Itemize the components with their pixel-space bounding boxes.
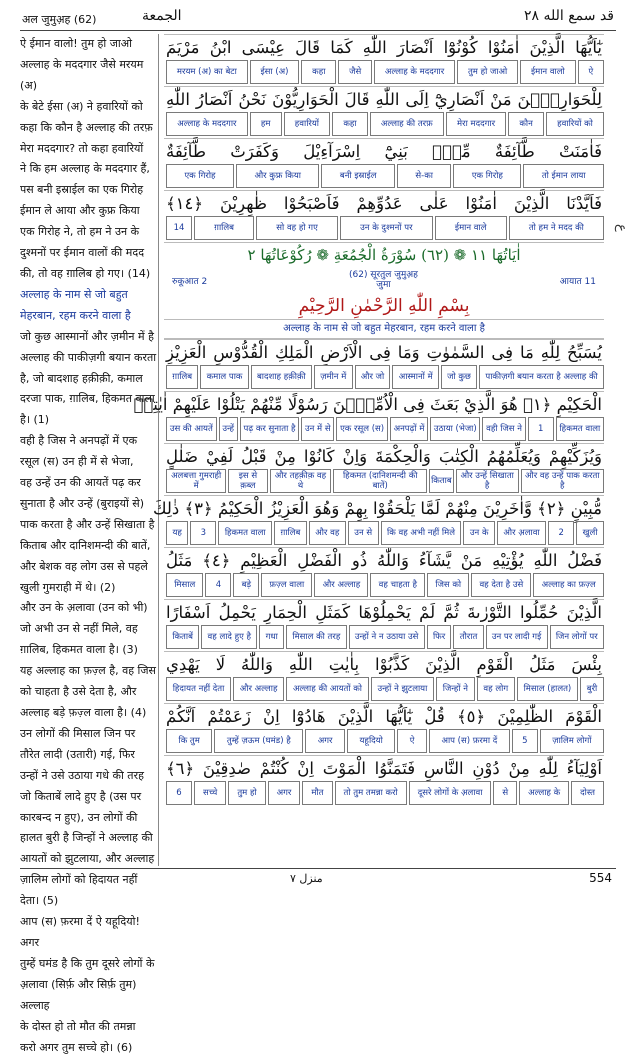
verse-line: يُسَبِّحُ لِلّٰهِ مَا فِى السَّمٰوٰتِ وَمَا فِى الْاَرْضِ الْمَلِكِ الْقُدُّوْسِ الْعَزِيْزِ	[164, 339, 604, 365]
translation-line: को चाहता है उसे देता है, और	[20, 682, 158, 703]
translation-line: रसूल (स) उन ही में से भेजा,	[20, 452, 158, 473]
gloss-cell: कि तुम	[166, 729, 212, 753]
translation-line: ज़ालिम लोगों को हिदायत नहीं	[20, 870, 158, 891]
gloss-cell: हम	[250, 112, 282, 136]
manzil-label: منزل ٧	[290, 872, 323, 885]
translation-line: ऐ ईमान वालो! तुम हो जाओ	[20, 34, 158, 55]
verse-line: اَوْلِيَآءُ لِلّٰهِ مِنْ دُوْنِ النَّاسِ فَتَمَنَّوُا الْمَوْتَ اِنْ كُنْتُمْ صٰدِقِيْنَ ﴿٦﴾	[164, 755, 604, 781]
gloss-cell: मिसाल	[166, 573, 203, 597]
gloss-cell: कहा	[332, 112, 368, 136]
translation-line: और उन के अ़लावा (उन को भी)	[20, 598, 158, 619]
gloss-cell: अल्लाह की आयतों को	[286, 677, 369, 701]
translation-line: उन लोगों की मिसाल जिन पर	[20, 724, 158, 745]
gloss-cell: इस से क़ब्ल	[228, 469, 267, 493]
gloss-cell: जिन लोगों पर	[550, 625, 604, 649]
gloss-cell: और जो	[355, 365, 391, 389]
translation-line: तौरेत लादी (उतारी) गई, फिर	[20, 745, 158, 766]
surah-title-box	[349, 270, 418, 290]
word-gloss-row	[164, 60, 604, 84]
gloss-cell: अलबत्ता गुमराही में	[166, 469, 226, 493]
gloss-cell: ईसा (अ)	[250, 60, 300, 84]
gloss-cell: 4	[205, 573, 231, 597]
surah-title-meaning: जुमा	[376, 280, 390, 290]
gloss-cell: और वह उन्हें पाक करता है	[521, 469, 604, 493]
rukus-count: रुकूआत 2	[172, 274, 207, 287]
verse-line: فَاٰمَنَتْ طَّآئِفَةٌ مِّنْۢ بَنِيْٓ اِسْرَآءِيْلَ وَكَفَرَتْ طَّآئِفَةٌ	[164, 138, 604, 164]
gloss-cell: हवारियों	[284, 112, 331, 136]
word-gloss-row	[164, 112, 604, 136]
gloss-cell: तुम्हें ज़ऊम (घमंड) है	[214, 729, 303, 753]
translation-line: कहा कि कौन है अल्लाह की तरफ़	[20, 118, 158, 139]
gloss-cell: उन से	[348, 521, 379, 545]
verse-line: بِئْسَ مَثَلُ الْقَوْمِ الَّذِيْنَ كَذَّبُوْا بِاٰيٰتِ اللّٰهِ وَاللّٰهُ لَا يَهْدِي	[164, 651, 604, 677]
gloss-cell: अनपढ़ों में	[390, 417, 428, 441]
gloss-cell: मेरा मददगार	[446, 112, 506, 136]
gloss-cell: मिसाल की तरह	[286, 625, 347, 649]
gloss-cell: उन्हों ने झुटलाया	[371, 677, 434, 701]
translation-line: वह उन्हें उन की आयतें पढ़ कर	[20, 473, 158, 494]
arabic-column	[164, 34, 604, 866]
bismillah-translation: अल्लाह के नाम से जो बहुत मेहरबान, रहम करने वाला है	[164, 319, 604, 339]
gloss-cell: अल्लाह के मददगार	[166, 112, 248, 136]
word-gloss-row	[164, 729, 604, 753]
verse-line: الْقَوْمَ الظّٰلِمِيْنَ ﴿٥﴾ قُلْ يٰٓاَيُّهَا الَّذِيْنَ هَادُوْٓا اِنْ زَعَمْتُمْ اَنَّكُمْ	[164, 703, 604, 729]
gloss-cell: ज़मीन में	[314, 365, 353, 389]
translation-line: एक गिरोह ने, तो हम ने उन के	[20, 222, 158, 243]
translation-line: सुनाता है और उन्हें (बुराइयों से)	[20, 494, 158, 515]
verse-line: فَاَيَّدْنَا الَّذِيْنَ اٰمَنُوْا عَلٰى عَدُوِّهِمْ فَاَصْبَحُوْا ظٰهِرِيْنَ ﴿١٤﴾	[164, 190, 604, 216]
word-gloss-row	[164, 469, 604, 493]
translation-line: अल्लाह के नाम से जो बहुत	[20, 285, 158, 306]
gloss-cell: उन्हों ने न उठाया उसे	[349, 625, 425, 649]
translation-column	[20, 34, 159, 866]
gloss-cell: उन के	[463, 521, 495, 545]
gloss-cell: अगर	[305, 729, 345, 753]
verse-line: مُّبِيْنٍ ﴿٢﴾ وَّاٰخَرِيْنَ مِنْهُمْ لَمَّا يَلْحَقُوْا بِهِمْ وَهُوَ الْعَزِيْزُ الْحَكِيْمُ ﴿٣﴾ ذٰلِكَ	[164, 495, 604, 521]
gloss-cell: दोस्त	[571, 781, 604, 805]
page-number: 554	[589, 871, 612, 885]
translation-line: खुली गुमराही में थे। (2)	[20, 578, 158, 599]
gloss-cell: मौत	[302, 781, 332, 805]
gloss-cell: गधा	[259, 625, 284, 649]
gloss-cell: उन के दुश्मनों पर	[340, 216, 433, 240]
gloss-cell: तो तुम तमन्ना करो	[335, 781, 407, 805]
verse-line: وَيُزَكِّيْهِمْ وَيُعَلِّمُهُمُ الْكِتٰبَ وَالْحِكْمَةَ وَاِنْ كَانُوْا مِنْ قَبْلُ لَفِيْ ضَلٰلٍ	[164, 443, 604, 469]
gloss-cell: ऐ	[578, 60, 604, 84]
gloss-cell: फिर	[427, 625, 452, 649]
gloss-cell: सच्चे	[194, 781, 226, 805]
translation-line: जो अभी उन से नहीं मिले, वह	[20, 619, 158, 640]
translation-line: अ़लावा (सिर्फ़ और सिर्फ़ तुम) अल्लाह	[20, 975, 158, 1017]
word-gloss-row	[164, 677, 604, 701]
gloss-cell: 1	[528, 417, 554, 441]
bismillah: بِسْمِ اللّٰهِ الرَّحْمٰنِ الرَّحِيْمِ	[164, 293, 604, 319]
juz-name: قد سمع الله ٢٨	[524, 8, 614, 24]
gloss-cell: 14	[166, 216, 192, 240]
gloss-cell: अल्लाह का फ़ज़्ल	[533, 573, 604, 597]
surah-name-arabic: الجمعة	[142, 8, 182, 24]
translation-line: जो किताबें लादे हुए है (उस पर	[20, 787, 158, 808]
gloss-cell: पाकीज़गी बयान करता है अल्लाह की	[479, 365, 604, 389]
verse-line: الَّذِيْنَ حُمِّلُوا التَّوْرٰىةَ ثُمَّ لَمْ يَحْمِلُوْهَا كَمَثَلِ الْحِمَارِ يَحْمِلُ اَسْفَارًا	[164, 599, 604, 625]
gloss-cell: बादशाह हक़ीक़ी	[251, 365, 312, 389]
gloss-cell: किताब	[429, 469, 454, 493]
gloss-cell: ग़ालिब	[194, 216, 254, 240]
translation-line: पस बनी इस्राईल का एक गिरोह	[20, 180, 158, 201]
surah-title-line: اٰيَاتُهَا ١١ ❁ (٦٢) سُوْرَةُ الْجُمُعَةِ ❁ رُكُوْعَاتُهَا ٢	[164, 242, 604, 267]
gloss-cell: ग़ालिब	[274, 521, 307, 545]
translation-line: करो अगर तुम सच्चे हो। (6)	[20, 1038, 158, 1058]
translation-line: यह अल्लाह का फ़ज़्ल है, वह जिस	[20, 661, 158, 682]
gloss-cell: से-का	[397, 164, 451, 188]
translation-line: तुम्हें घमंड है कि तुम दूसरे लोगों के	[20, 954, 158, 975]
gloss-cell: बड़े	[233, 573, 259, 597]
gloss-cell: तुम हो	[228, 781, 265, 805]
translation-line: देता। (5)	[20, 891, 158, 912]
gloss-cell: उन्हें	[219, 417, 238, 441]
word-gloss-row	[164, 164, 604, 188]
gloss-cell: अगर	[268, 781, 301, 805]
page-footer	[20, 868, 616, 891]
gloss-cell: मिसाल (हालत)	[517, 677, 578, 701]
gloss-cell: यहूदियो	[347, 729, 395, 753]
gloss-cell: और अ़लावा	[497, 521, 546, 545]
gloss-cell: तो ईमान लाया	[523, 164, 604, 188]
gloss-cell: उठाया (भेजा)	[430, 417, 480, 441]
gloss-cell: ईमान वाले	[435, 216, 507, 240]
translation-line: पाक करता है और उन्हें सिखाता है	[20, 515, 158, 536]
translation-line: कारबन्द न हुए), उन लोगों की	[20, 808, 158, 829]
gloss-cell: कि वह अभी नहीं मिले	[381, 521, 462, 545]
surah-info-row	[164, 267, 604, 293]
gloss-cell: ऐ	[397, 729, 427, 753]
gloss-cell: और वह	[309, 521, 346, 545]
gloss-cell: ज़ालिम लोगों	[540, 729, 604, 753]
gloss-cell: 3	[190, 521, 216, 545]
gloss-cell: दूसरे लोगों के अ़लावा	[409, 781, 492, 805]
gloss-cell: एक रसूल (स)	[336, 417, 388, 441]
translation-line: के दोस्त हो तो मौत की तमन्ना	[20, 1017, 158, 1038]
gloss-cell: 2	[548, 521, 574, 545]
translation-line: मेरा मददगार? तो कहा हवारियों	[20, 139, 158, 160]
gloss-cell: किताबें	[166, 625, 199, 649]
ayat-count: आयात 11	[560, 274, 596, 287]
translation-line: ने कि हम अल्लाह के मददगार हैं,	[20, 159, 158, 180]
translation-line: उन्हों ने उसे उठाया गधे की तरह	[20, 766, 158, 787]
translation-line: और बेशक वह लोग उस से पहले	[20, 557, 158, 578]
surah-name-hindi: अल जुमुअ़ह (62)	[22, 12, 96, 27]
verse-line: الْحَكِيْمِ ﴿١﴾ هُوَ الَّذِيْ بَعَثَ فِى الْاُمِّيّٖنَ رَسُوْلًا مِّنْهُمْ يَتْلُوْا عَلَيْهِمْ اٰيٰتِهٖ	[164, 391, 604, 417]
word-gloss-row	[164, 216, 604, 240]
translation-line: अल्लाह की पाकीज़गी बयान करता	[20, 348, 158, 369]
verse-line: يٰٓاَيُّهَا الَّذِيْنَ اٰمَنُوْا كُوْنُوْٓا اَنْصَارَ اللّٰهِ كَمَا قَالَ عِيْسَى ابْنُ مَرْيَمَ	[164, 34, 604, 60]
ruku-mark: ع	[614, 224, 629, 232]
word-gloss-row	[164, 521, 604, 545]
ruku-margin	[606, 34, 634, 866]
gloss-cell: एक गिरोह	[166, 164, 234, 188]
gloss-cell: अल्लाह के	[519, 781, 569, 805]
gloss-cell: वह लादे हुए है	[201, 625, 257, 649]
gloss-cell: वह लोग	[477, 677, 515, 701]
gloss-cell: कहा	[301, 60, 336, 84]
translation-line: ईमान ले आया और कुफ्र किया	[20, 201, 158, 222]
gloss-cell: और अल्लाह	[233, 677, 284, 701]
gloss-cell: कौन	[508, 112, 544, 136]
gloss-cell: तौरात	[453, 625, 483, 649]
gloss-cell: उन पर लादी गई	[486, 625, 548, 649]
gloss-cell: 6	[166, 781, 192, 805]
translation-line: दरजा पाक, ग़ालिब, हिकमत वाला	[20, 389, 158, 410]
gloss-cell: सो वह हो गए	[256, 216, 338, 240]
translation-line: किताब और दानिशमन्दी की बातें,	[20, 536, 158, 557]
gloss-cell: पढ़ कर सुनाता है	[240, 417, 299, 441]
translation-line: आयतों को झुटलाया, और अल्लाह	[20, 849, 158, 870]
gloss-cell: अल्लाह की तरफ़	[370, 112, 444, 136]
gloss-cell: वह देता है उसे	[471, 573, 531, 597]
translation-line: की, तो वह ग़ालिब हो गए। (14)	[20, 264, 158, 285]
gloss-cell: हिदायत नहीं देता	[166, 677, 231, 701]
gloss-cell: से	[493, 781, 517, 805]
gloss-cell: हवारियों को	[546, 112, 604, 136]
gloss-cell: कमाल पाक	[200, 365, 248, 389]
gloss-cell: ग़ालिब	[166, 365, 198, 389]
word-gloss-row	[164, 781, 604, 805]
translation-line: दुश्मनों पर ईमान वालों की मदद	[20, 243, 158, 264]
gloss-cell: और उन्हें सिखाता है	[456, 469, 519, 493]
surah-title-hindi: (62) सूरतुल जुमुअ़ह	[349, 270, 418, 280]
gloss-cell: जैसे	[338, 60, 372, 84]
gloss-cell: एक गिरोह	[453, 164, 521, 188]
gloss-cell: और अल्लाह	[314, 573, 368, 597]
gloss-cell: यह	[166, 521, 188, 545]
translation-line: हालत बुरी है जिन्हों ने अल्लाह की	[20, 828, 158, 849]
word-gloss-row	[164, 625, 604, 649]
gloss-cell: 5	[512, 729, 538, 753]
translation-line: है, जो बादशाह हक़ीक़ी, कमाल	[20, 369, 158, 390]
gloss-cell: जो कुछ	[441, 365, 477, 389]
gloss-cell: ईमान वालो	[520, 60, 576, 84]
gloss-cell: हिकमत वाला	[556, 417, 604, 441]
gloss-cell: तुम हो जाओ	[457, 60, 518, 84]
translation-line: आप (स) फ़रमा दें ऐ यहूदियो! अगर	[20, 912, 158, 954]
gloss-cell: हिकमत (दानिशमन्दी की बातें)	[333, 469, 427, 493]
translation-line: ग़ालिब, हिकमत वाला है। (3)	[20, 640, 158, 661]
translation-line: अल्लाह के मददगार जैसे मरयम (अ)	[20, 55, 158, 97]
gloss-cell: और कुफ्र किया	[236, 164, 319, 188]
gloss-cell: खुली	[576, 521, 604, 545]
gloss-cell: हिकमत वाला	[218, 521, 272, 545]
gloss-cell: तो हम ने मदद की	[509, 216, 604, 240]
verse-line: لِلْحَوَارِيّٖنَ مَنْ اَنْصَارِيْٓ اِلَى اللّٰهِ قَالَ الْحَوَارِيُّوْنَ نَحْنُ اَنْصَارُ اللّٰهِ	[164, 86, 604, 112]
gloss-cell: मरयम (अ) का बेटा	[166, 60, 248, 84]
translation-line: है। (1)	[20, 410, 158, 431]
gloss-cell: उस की आयतें	[166, 417, 217, 441]
gloss-cell: आप (स) फ़रमा दें	[429, 729, 510, 753]
verse-line: فَضْلُ اللّٰهِ يُؤْتِيْهِ مَنْ يَّشَآءُ وَاللّٰهُ ذُو الْفَضْلِ الْعَظِيْمِ ﴿٤﴾ مَثَلُ	[164, 547, 604, 573]
translation-line: जो कुछ आस्मानों और ज़मीन में है	[20, 327, 158, 348]
gloss-cell: बनी इस्राईल	[321, 164, 395, 188]
gloss-cell: जिस को	[427, 573, 469, 597]
gloss-cell: वह चाहता है	[370, 573, 425, 597]
gloss-cell: अल्लाह के मददगार	[374, 60, 455, 84]
page-header	[20, 8, 616, 31]
gloss-cell: जिन्हों ने	[436, 677, 475, 701]
gloss-cell: उन में से	[301, 417, 334, 441]
gloss-cell: बुरी	[580, 677, 604, 701]
translation-line: मेहरबान, रहम करने वाला है	[20, 306, 158, 327]
translation-line: वही है जिस ने अनपढ़ों में एक	[20, 431, 158, 452]
word-gloss-row	[164, 365, 604, 389]
word-gloss-row	[164, 573, 604, 597]
word-gloss-row	[164, 417, 604, 441]
translation-line: अल्लाह बड़े फ़ज़्ल वाला है। (4)	[20, 703, 158, 724]
translation-line: के बेटे ईसा (अ) ने हवारियों को	[20, 97, 158, 118]
gloss-cell: वही जिस ने	[482, 417, 525, 441]
gloss-cell: आस्मानों में	[392, 365, 438, 389]
gloss-cell: और तहक़ीक़ वह थे	[270, 469, 332, 493]
gloss-cell: फ़ज़्ल वाला	[261, 573, 312, 597]
